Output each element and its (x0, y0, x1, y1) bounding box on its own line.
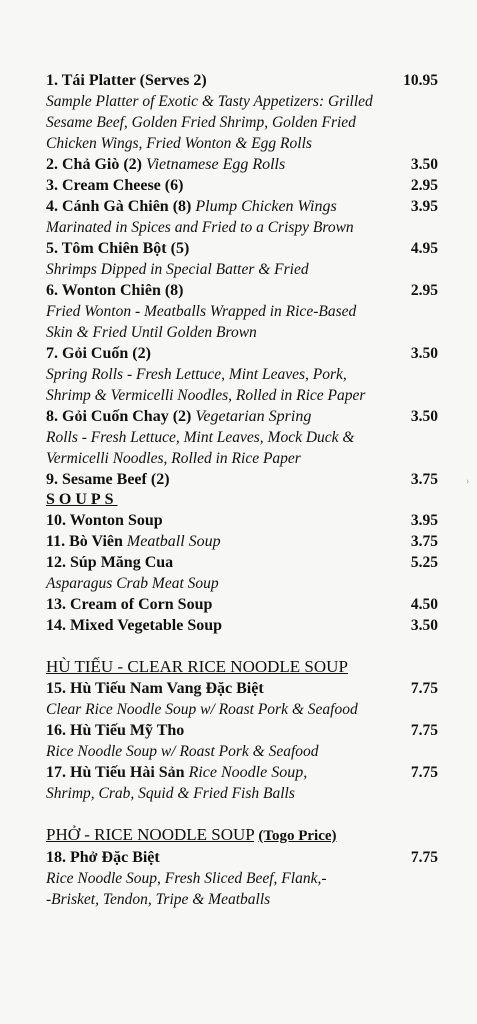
menu-item (46, 552, 438, 594)
menu-item-description: Rice Noodle Soup, Fresh Sliced Beef, Flank,- (46, 870, 327, 887)
menu-item-description: Sesame Beef, Golden Fried Shrimp, Golden Fried (46, 114, 356, 131)
menu-item-price: 3.50 (410, 617, 438, 634)
menu-item-title: 10. Wonton Soup (46, 512, 163, 529)
menu-item-description: -Brisket, Tendon, Tripe & Meatballs (46, 891, 271, 908)
menu-item-line (46, 343, 438, 364)
menu-item-name-group (46, 678, 264, 699)
menu-content (46, 70, 438, 910)
menu-item-name-group (46, 762, 307, 783)
hu-tieu-heading-text: HÙ TIẾU - CLEAR RICE NOODLE SOUP (46, 657, 348, 676)
menu-item-inline-description: Vietnamese Egg Rolls (146, 156, 286, 173)
soups-section (46, 510, 438, 636)
menu-item-title: 17. Hù Tiếu Hài Sản (46, 764, 185, 781)
menu-item-title: 11. Bò Viên (46, 533, 123, 550)
menu-item-line (46, 469, 438, 490)
pho-togo-note: (Togo Price) (258, 828, 337, 844)
menu-item-name-group (46, 847, 160, 868)
menu-item-price: 7.75 (410, 764, 438, 781)
menu-item-line (46, 678, 438, 699)
menu-item-line (46, 531, 438, 552)
menu-item-title: 4. Cánh Gà Chiên (8) (46, 198, 192, 215)
menu-item-description: Skin & Fried Until Golden Brown (46, 324, 257, 341)
menu-item-name-group (46, 552, 173, 573)
menu-item (46, 70, 438, 154)
menu-item-inline-description: Rice Noodle Soup, (188, 764, 308, 781)
menu-item-name-group (46, 531, 221, 552)
menu-item (46, 280, 438, 343)
menu-item-title: 13. Cream of Corn Soup (46, 596, 213, 613)
menu-item-title: 5. Tôm Chiên Bột (5) (46, 240, 190, 257)
menu-item-price: 3.95 (410, 198, 438, 215)
hu-tieu-section (46, 678, 438, 804)
menu-item-name-group (46, 406, 311, 427)
menu-item-title: 15. Hù Tiếu Nam Vang Đặc Biệt (46, 680, 264, 697)
menu-item-name-group (46, 154, 285, 175)
menu-item-name-group (46, 510, 163, 531)
menu-item-description: Clear Rice Noodle Soup w/ Roast Pork & Seafood (46, 701, 358, 718)
menu-item (46, 762, 438, 804)
menu-item (46, 594, 438, 615)
soups-heading: SOUPS (46, 491, 118, 508)
menu-item-inline-description: Vegetarian Spring (195, 408, 312, 425)
menu-item-description: Vermicelli Noodles, Rolled in Rice Paper (46, 450, 301, 467)
menu-item-title: 3. Cream Cheese (6) (46, 177, 184, 194)
menu-item (46, 615, 438, 636)
menu-item (46, 406, 438, 469)
menu-item-title: 14. Mixed Vegetable Soup (46, 617, 223, 634)
menu-item (46, 154, 438, 175)
menu-item-description: Shrimps Dipped in Special Batter & Fried (46, 261, 309, 278)
menu-item-description: Asparagus Crab Meat Soup (46, 575, 219, 592)
appetizers-section (46, 70, 438, 490)
menu-item-price: 3.50 (410, 345, 438, 362)
menu-item-title: 8. Gỏi Cuốn Chay (2) (46, 408, 192, 425)
menu-item (46, 469, 438, 490)
menu-item-name-group (46, 343, 151, 364)
menu-item-description: Rolls - Fresh Lettuce, Mint Leaves, Mock Duck & (46, 429, 355, 446)
menu-item-title: 18. Phở Đặc Biệt (46, 849, 160, 866)
menu-item-line (46, 720, 438, 741)
menu-item-line (46, 196, 438, 217)
menu-item (46, 175, 438, 196)
menu-item-name-group (46, 175, 183, 196)
menu-item-line (46, 175, 438, 196)
menu-item-title: 7. Gỏi Cuốn (2) (46, 345, 151, 362)
menu-item-description: Rice Noodle Soup w/ Roast Pork & Seafood (46, 743, 319, 760)
menu-item-price: 5.25 (410, 554, 438, 571)
menu-item-title: 2. Chả Giò (2) (46, 156, 142, 173)
pho-heading-text: PHỞ - RICE NOODLE SOUP (46, 825, 255, 844)
menu-item-name-group (46, 238, 189, 259)
menu-item-line (46, 406, 438, 427)
menu-item-price: 2.95 (410, 177, 438, 194)
menu-item-price: 7.75 (410, 680, 438, 697)
menu-item-description: Chicken Wings, Fried Wonton & Egg Rolls (46, 135, 312, 152)
menu-item-title: 9. Sesame Beef (2) (46, 471, 170, 488)
menu-item-price: 7.75 (410, 849, 438, 866)
menu-item-name-group (46, 469, 170, 490)
menu-item-price: 4.95 (410, 240, 438, 257)
menu-item (46, 847, 438, 910)
menu-item-line (46, 762, 438, 783)
menu-item-name-group (46, 594, 212, 615)
menu-item-name-group (46, 70, 207, 91)
menu-item-line (46, 510, 438, 531)
pho-heading (46, 824, 438, 847)
menu-item-line (46, 238, 438, 259)
menu-item-line (46, 552, 438, 573)
menu-item-price: 3.50 (410, 156, 438, 173)
menu-item (46, 196, 438, 238)
menu-item-line (46, 594, 438, 615)
menu-item-description: Shrimp, Crab, Squid & Fried Fish Balls (46, 785, 295, 802)
menu-item-title: 6. Wonton Chiên (8) (46, 282, 184, 299)
menu-item-name-group (46, 720, 184, 741)
menu-item-inline-description: Meatball Soup (126, 533, 221, 550)
menu-item-title: 12. Súp Măng Cua (46, 554, 174, 571)
menu-item-inline-description: Plump Chicken Wings (195, 198, 337, 215)
edge-mark: › (466, 476, 470, 487)
menu-item-line (46, 70, 438, 91)
menu-item-title: 1. Tái Platter (Serves 2) (46, 72, 207, 89)
menu-item (46, 343, 438, 406)
menu-item-price: 3.50 (410, 408, 438, 425)
menu-item-description: Shrimp & Vermicelli Noodles, Rolled in Rice Paper (46, 387, 366, 404)
menu-item-name-group (46, 615, 222, 636)
menu-item-description: Fried Wonton - Meatballs Wrapped in Rice-Based (46, 303, 357, 320)
menu-item-price: 3.95 (410, 512, 438, 529)
menu-item-line (46, 615, 438, 636)
menu-item-price: 3.75 (410, 533, 438, 550)
menu-item-line (46, 154, 438, 175)
hu-tieu-heading (46, 656, 438, 678)
pho-section (46, 847, 438, 910)
menu-item-name-group (46, 280, 184, 301)
menu-item-price: 10.95 (403, 72, 438, 89)
menu-item-name-group (46, 196, 337, 217)
menu-item-price: 4.50 (410, 596, 438, 613)
menu-item-line (46, 280, 438, 301)
menu-item-price: 7.75 (410, 722, 438, 739)
menu-item-description: Sample Platter of Exotic & Tasty Appetizers: Grilled (46, 93, 373, 110)
menu-item-line (46, 847, 438, 868)
menu-item-price: 2.95 (410, 282, 438, 299)
menu-item-price: 3.75 (410, 471, 438, 488)
menu-item (46, 531, 438, 552)
menu-item-description: Marinated in Spices and Fried to a Crispy Brown (46, 219, 354, 236)
menu-item (46, 678, 438, 720)
menu-item (46, 238, 438, 280)
menu-item (46, 720, 438, 762)
menu-item-description: Spring Rolls - Fresh Lettuce, Mint Leaves, Pork, (46, 366, 347, 383)
menu-item (46, 510, 438, 531)
menu-item-title: 16. Hù Tiếu Mỹ Tho (46, 722, 185, 739)
